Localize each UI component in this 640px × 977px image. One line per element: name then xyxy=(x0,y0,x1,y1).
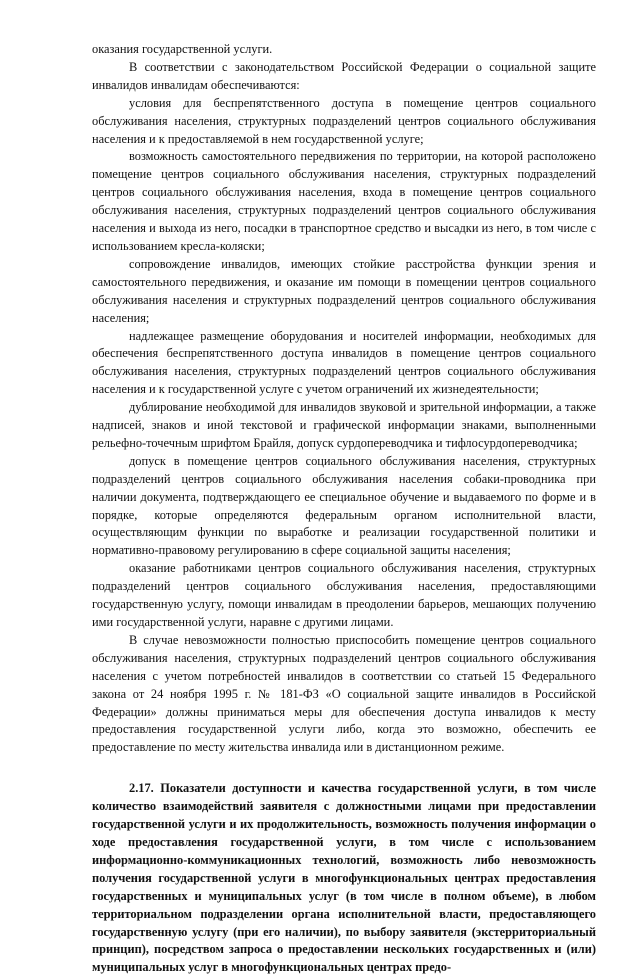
paragraph: В случае невозможности полностью приспособить помещение центров социального обслуживания населения, структурных подразделений центров социального обслуживания населения с учетом потребностей инвалидов в соответствии со статьей 15 Федерального закона от 24 ноября 1995 г. № 181-ФЗ «О социальной защите инвалидов в Российской Федерации» должны приниматься меры для обеспечения доступа инвалидов к месту предоставления государственной услуги либо, когда это возможно, обеспечить ее предоставление по месту жительства инвалида или в дистанционном режиме. xyxy=(92,632,596,755)
paragraph: В соответствии с законодательством Российской Федерации о социальной защите инвалидов инвалидам обеспечиваются: xyxy=(92,59,596,92)
paragraph: допуск в помещение центров социального обслуживания населения, структурных подразделений центров социального обслуживания населения собаки-проводника при наличии документа, подтверждающего ее специальное обучение и выдаваемого по форме и в порядке, которые определяются федеральным органом исполнительной власти, осуществляющим функции по выработке и реализации государственной политики и нормативно-правовому регулированию в сфере социальной защиты населения; xyxy=(92,453,596,558)
section-heading: 2.17. Показатели доступности и качества государственной услуги, в том числе количество взаимодействий заявителя с должностными лицами при предоставлении государственной услуги и их продолжительность, возможность получения информации о ходе предоставления государственной услуги, в том числе с использованием информационно-коммуникационных технологий, возможность либо невозможность получения государственной услуги в многофункциональных центрах предоставления государственных и муниципальных услуг (в том числе в полном объеме), в любом территориальном подразделении органа исполнительной власти, предоставляющего государственную услугу (при его наличии), по выбору заявителя (экстерриториальный принцип), посредством запроса о предоставлении нескольких государственных и (или) муниципальных услуг в многофункциональных центрах предо- xyxy=(92,781,596,975)
paragraph: надлежащее размещение оборудования и носителей информации, необходимых для обеспечения беспрепятственного доступа инвалидов в помещение центров социального обслуживания населения, структурных подразделений центров социального обслуживания населения и к государственной услуге с учетом ограничений их жизнедеятельности; xyxy=(92,328,596,397)
continuation-text: оказания государственной услуги. xyxy=(92,42,273,56)
paragraph: возможность самостоятельного передвижения по территории, на которой расположено помещение центров социального обслуживания населения, структурных подразделений центров социального обслуживания населения, входа в помещение центров социального обслуживания населения, структурных подразделений центров социального обслуживания населения и выхода из него, посадки в транспортное средство и высадки из него, в том числе с использованием кресла-коляски; xyxy=(92,149,596,253)
paragraph: сопровождение инвалидов, имеющих стойкие расстройства функции зрения и самостоятельного передвижения, и оказание им помощи в помещении центров социального обслуживания населения и структурных подразделений центров социального обслуживания населения; xyxy=(92,256,596,325)
section-spacer xyxy=(92,757,596,780)
paragraph: условия для беспрепятственного доступа в помещение центров социального обслуживания населения, структурных подразделений центров социального обслуживания населения и к предоставляемой в нем государственной услуге; xyxy=(92,95,596,146)
paragraph: дублирование необходимой для инвалидов звуковой и зрительной информации, а также надписей, знаков и иной текстовой и графической информации знаками, выполненными рельефно-точечным шрифтом Брайля, допуск сурдопереводчика и тифлосурдопереводчика; xyxy=(92,400,596,450)
document-page xyxy=(92,41,596,977)
paragraph: оказание работниками центров социального обслуживания населения, структурных подразделений центров социального обслуживания населения, предоставляющими государственную услугу, помощи инвалидам в преодолении барьеров, мешающих получению ими государственной услуги, наравне с другими лицами. xyxy=(92,561,596,629)
